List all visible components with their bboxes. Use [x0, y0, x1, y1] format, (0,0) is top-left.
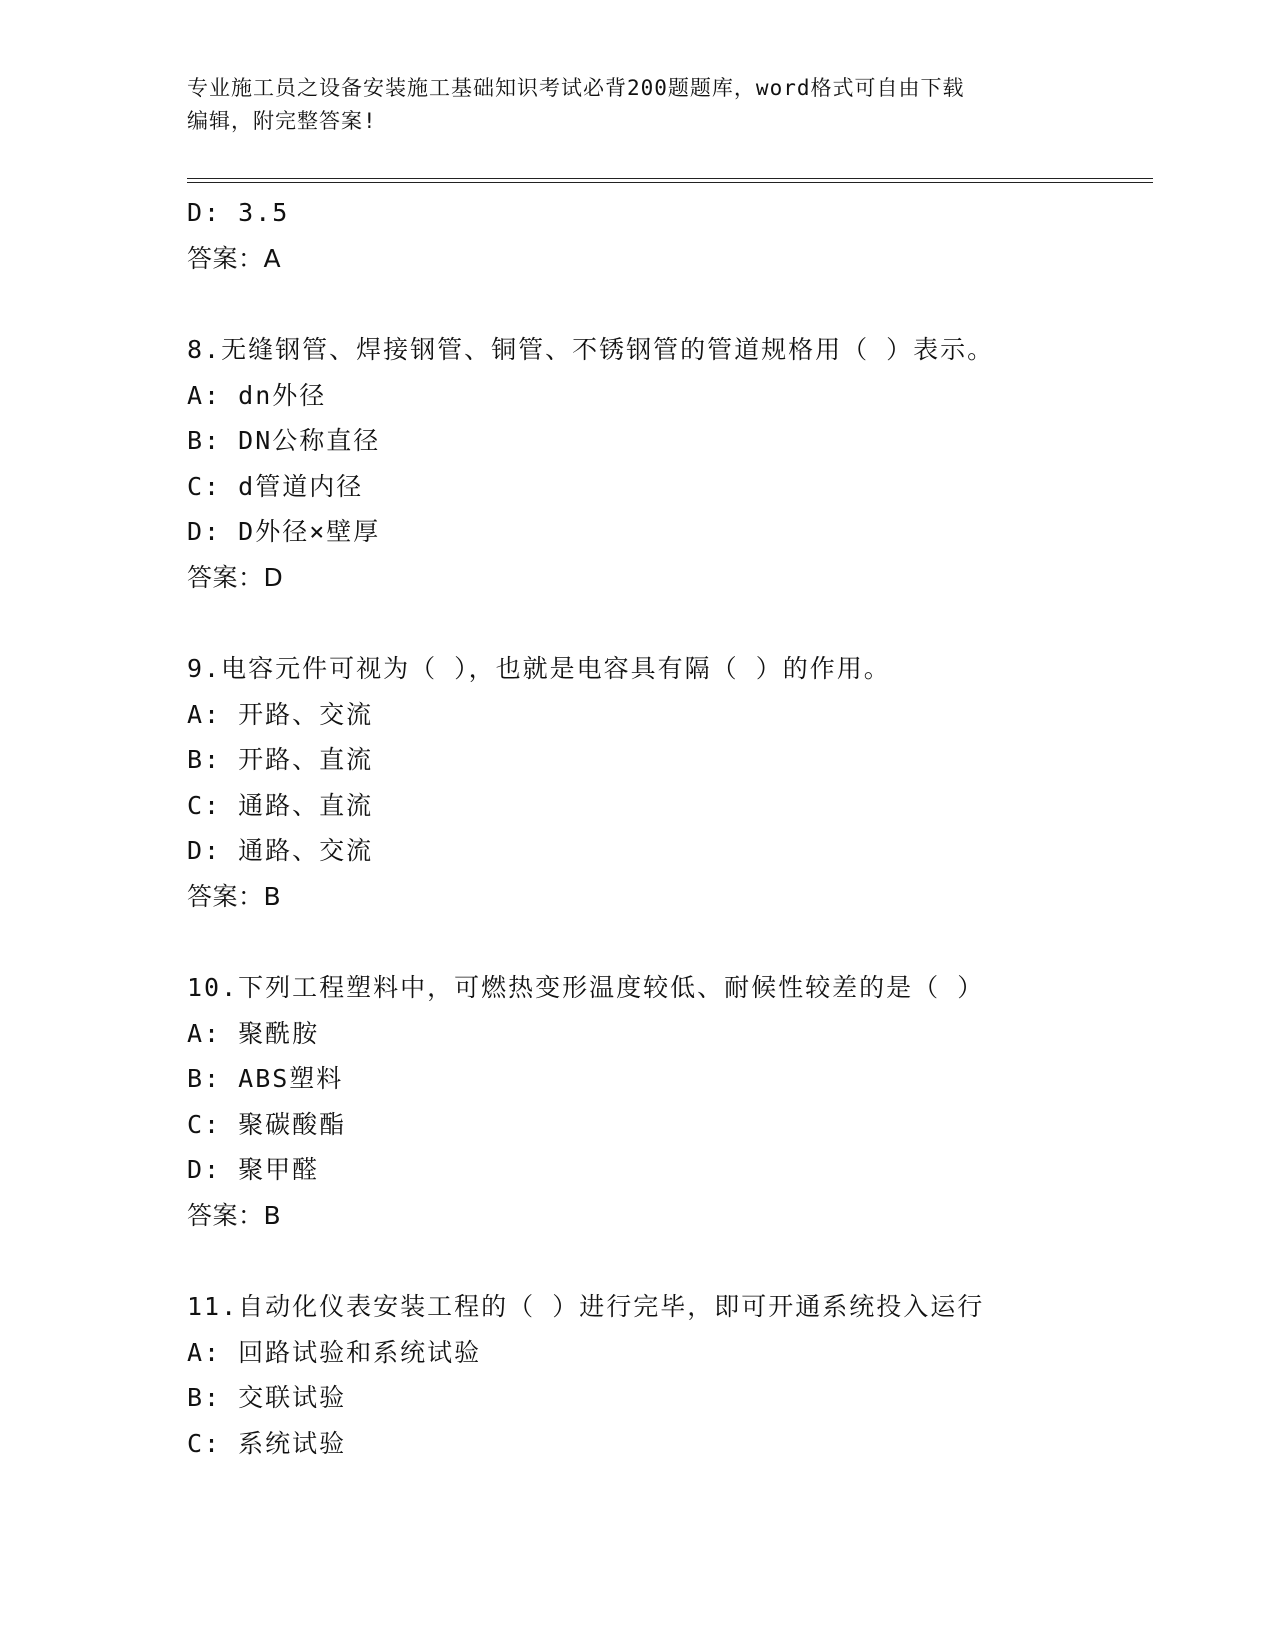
option-line: A: dn外径 — [187, 380, 327, 410]
option-line: C: 通路、直流 — [187, 790, 374, 820]
option-line: B: ABS塑料 — [187, 1064, 344, 1093]
option-line: C: d管道内径 — [187, 471, 364, 501]
question-block — [187, 327, 1147, 600]
answer-line: 答案：B — [187, 1200, 282, 1230]
block-spacer — [187, 281, 1147, 327]
option-line: D: 通路、交流 — [187, 836, 374, 865]
header-divider-bottom — [187, 182, 1153, 183]
question-stem: 8.无缝钢管、焊接钢管、铜管、不锈钢管的管道规格用（ ）表示。 — [187, 335, 995, 364]
option-line: C: 系统试验 — [187, 1428, 347, 1458]
block-spacer — [187, 1238, 1147, 1284]
header-title-line-1: 专业施工员之设备安装施工基础知识考试必背200题题库，word格式可自由下载 — [187, 76, 965, 100]
header-title-line-2: 编辑，附完整答案! — [187, 109, 377, 133]
answer-line: 答案：D — [187, 562, 284, 592]
question-block — [187, 190, 1147, 281]
option-line: A: 开路、交流 — [187, 699, 374, 729]
question-stem: 10.下列工程塑料中，可燃热变形温度较低、耐候性较差的是（ ） — [187, 973, 985, 1002]
block-spacer — [187, 919, 1147, 965]
header-divider-top — [187, 178, 1153, 179]
answer-line: 答案：B — [187, 881, 282, 911]
option-line: B: 开路、直流 — [187, 745, 374, 774]
option-line: D: 聚甲醛 — [187, 1155, 320, 1184]
option-line: C: 聚碳酸酯 — [187, 1109, 347, 1139]
answer-line: 答案：A — [187, 243, 282, 273]
option-line: A: 回路试验和系统试验 — [187, 1337, 482, 1367]
question-block — [187, 1284, 1147, 1466]
option-line: D: D外径×壁厚 — [187, 517, 381, 546]
option-line: B: 交联试验 — [187, 1383, 347, 1412]
question-list — [187, 190, 1147, 1466]
question-stem: 11.自动化仪表安装工程的（ ）进行完毕，即可开通系统投入运行 — [187, 1292, 985, 1321]
question-block — [187, 646, 1147, 919]
document-header — [187, 72, 1067, 138]
option-line: D: 3.5 — [187, 198, 290, 227]
question-stem: 9.电容元件可视为（ ），也就是电容具有隔（ ）的作用。 — [187, 654, 891, 683]
option-line: A: 聚酰胺 — [187, 1018, 320, 1048]
question-block — [187, 965, 1147, 1238]
block-spacer — [187, 600, 1147, 646]
option-line: B: DN公称直径 — [187, 426, 381, 455]
